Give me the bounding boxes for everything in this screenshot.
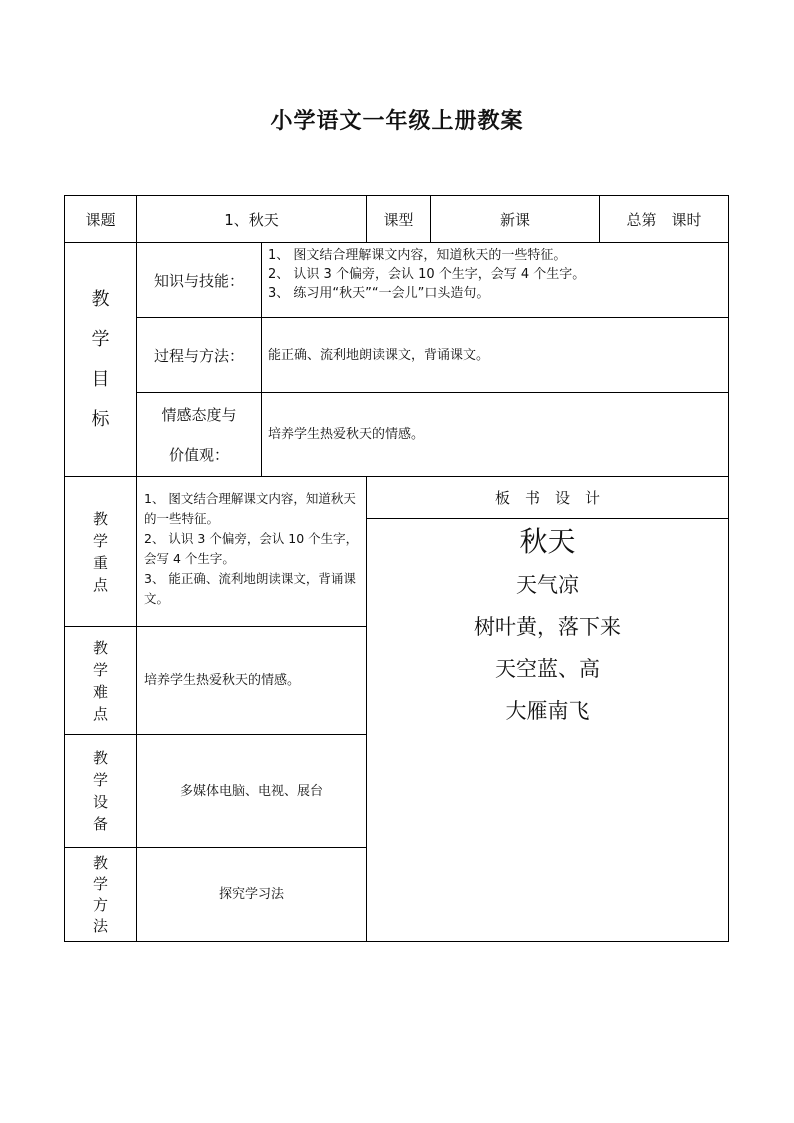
difficulty-content: 培养学生热爱秋天的情感。 bbox=[144, 673, 301, 688]
list-item: 3、 能正确、流利地朗读课文，背诵课文。 bbox=[144, 571, 356, 606]
board-design-content bbox=[367, 520, 728, 732]
table-row-divider bbox=[366, 518, 729, 519]
board-design-header: 板 书 设 计 bbox=[494, 489, 600, 507]
equipment-content: 多媒体电脑、电视、展台 bbox=[179, 783, 323, 799]
list-item: 2、 认识 3 个偏旁，会认 10 个生字，会写 4 个生字。 bbox=[268, 267, 586, 282]
board-line: 树叶黄，落下来 bbox=[474, 615, 621, 639]
total-hours-label: 总第 课时 bbox=[626, 210, 702, 229]
board-line: 天气凉 bbox=[516, 573, 579, 597]
list-item: 1、 图文结合理解课文内容，知道秋天的一些特征。 bbox=[268, 248, 567, 263]
knowledge-skills-label: 知识与技能： bbox=[153, 271, 244, 290]
equipment-label: 教 学 设 备 bbox=[92, 749, 108, 833]
objectives-label: 教 学 目 标 bbox=[91, 288, 110, 430]
focus-content bbox=[144, 489, 362, 619]
topic-label: 课题 bbox=[85, 210, 116, 229]
table-col-divider bbox=[261, 242, 262, 476]
page-title: 小学语文一年级上册教案 bbox=[270, 109, 524, 134]
list-item: 3、 练习用“秋天”“一会儿”口头造句。 bbox=[268, 286, 490, 301]
board-line: 天空蓝、高 bbox=[495, 657, 600, 681]
board-title: 秋天 bbox=[519, 525, 576, 558]
lesson-type-label: 课型 bbox=[383, 210, 414, 229]
table-border-right bbox=[728, 195, 729, 942]
method-label: 教 学 方 法 bbox=[92, 853, 108, 935]
process-method-content: 能正确、流利地朗读课文，背诵课文。 bbox=[268, 347, 490, 363]
focus-label: 教 学 重 点 bbox=[92, 509, 108, 594]
difficulty-label: 教 学 难 点 bbox=[92, 638, 108, 723]
method-content: 探究学习法 bbox=[218, 887, 284, 902]
list-item: 2、 认识 3 个偏旁，会认 10 个生字，会写 4 个生字。 bbox=[144, 531, 359, 566]
board-line: 大雁南飞 bbox=[505, 699, 590, 723]
table-border-bottom bbox=[64, 941, 729, 942]
lesson-type-value: 新课 bbox=[499, 210, 530, 229]
topic-value: 1、秋天 bbox=[224, 210, 279, 229]
emotion-values-label: 情感态度与 价值观： bbox=[161, 405, 237, 464]
process-method-label: 过程与方法： bbox=[153, 346, 244, 365]
emotion-values-content: 培养学生热爱秋天的情感。 bbox=[268, 427, 425, 442]
list-item: 1、 图文结合理解课文内容，知道秋天的一些特征。 bbox=[144, 491, 356, 526]
knowledge-skills-content bbox=[268, 246, 726, 316]
